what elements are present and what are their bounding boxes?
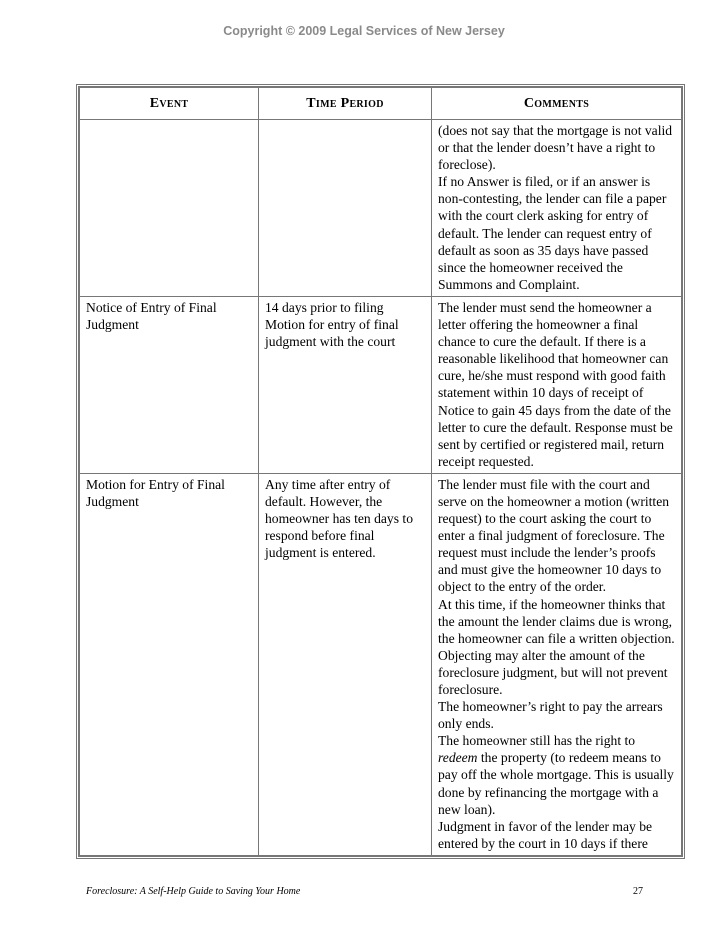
comment-paragraph: If no Answer is filed, or if an answer is non-contesting, the lender can file a paper with the court clerk asking for entry of default. The lender can request entry of default as soon as 35 days have passed since the homeowner received the Summons and Complaint. xyxy=(438,174,667,292)
table-row xyxy=(80,296,682,473)
comment-paragraph: Judgment in favor of the lender may be entered by the court in 10 days if there xyxy=(438,818,653,851)
time-period-cell xyxy=(259,120,432,297)
event-cell: Notice of Entry of Final Judgment xyxy=(80,296,259,473)
comment-paragraph: The lender must file with the court and serve on the homeowner a motion (written request) to the court asking the court to enter a final judgment of foreclosure. The request must include the lender’s proofs and must give the homeowner 10 days to object to the entry of the order. xyxy=(438,476,670,595)
comments-cell xyxy=(432,473,682,855)
footer-document-title: Foreclosure: A Self-Help Guide to Saving Your Home xyxy=(86,886,301,897)
comment-paragraph: At this time, if the homeowner thinks that the amount the lender claims due is wrong, the homeowner can file a written objection. Objecting may alter the amount of the foreclosure judgment, but will not prevent foreclosure. xyxy=(438,596,675,697)
column-header-comments: Comments xyxy=(432,88,682,120)
foreclosure-timeline-table xyxy=(76,84,685,859)
column-header-event: Event xyxy=(80,88,259,120)
table-row xyxy=(80,120,682,297)
comments-cell xyxy=(432,120,682,297)
redeem-emphasis: redeem xyxy=(438,750,478,766)
copyright-header: Copyright © 2009 Legal Services of New Jersey xyxy=(223,24,505,38)
footer-page-number: 27 xyxy=(633,886,643,897)
comment-paragraph-redeem xyxy=(438,732,676,817)
comment-paragraph: (does not say that the mortgage is not valid or that the lender doesn’t have a right to foreclose). xyxy=(438,123,673,173)
table-header-row xyxy=(80,88,682,120)
redeem-text-before: The homeowner still has the right to xyxy=(438,733,636,749)
time-period-cell: Any time after entry of default. However, the homeowner has ten days to respond before final judgment is entered. xyxy=(259,473,432,855)
column-header-time-period: Time Period xyxy=(259,88,432,120)
comments-cell xyxy=(432,296,682,473)
table-row xyxy=(80,473,682,855)
event-cell: Motion for Entry of Final Judgment xyxy=(80,473,259,855)
comment-paragraph: The homeowner’s right to pay the arrears only ends. xyxy=(438,699,663,732)
redeem-text-after: the property (to redeem means to pay off the whole mortgage. This is usually done by refinancing the mortgage with a new loan). xyxy=(438,750,674,817)
event-cell xyxy=(80,120,259,297)
comment-paragraph: The lender must send the homeowner a letter offering the homeowner a final chance to cure the default. If there is a reasonable likelihood that homeowner can cure, he/she must respond with good faith statement within 10 days of receipt of Notice to gain 45 days from the date of the letter to cure the default. Response must be sent by certified or registered mail, return receipt requested. xyxy=(438,299,673,469)
time-period-cell: 14 days prior to filing Motion for entry of final judgment with the court xyxy=(259,296,432,473)
